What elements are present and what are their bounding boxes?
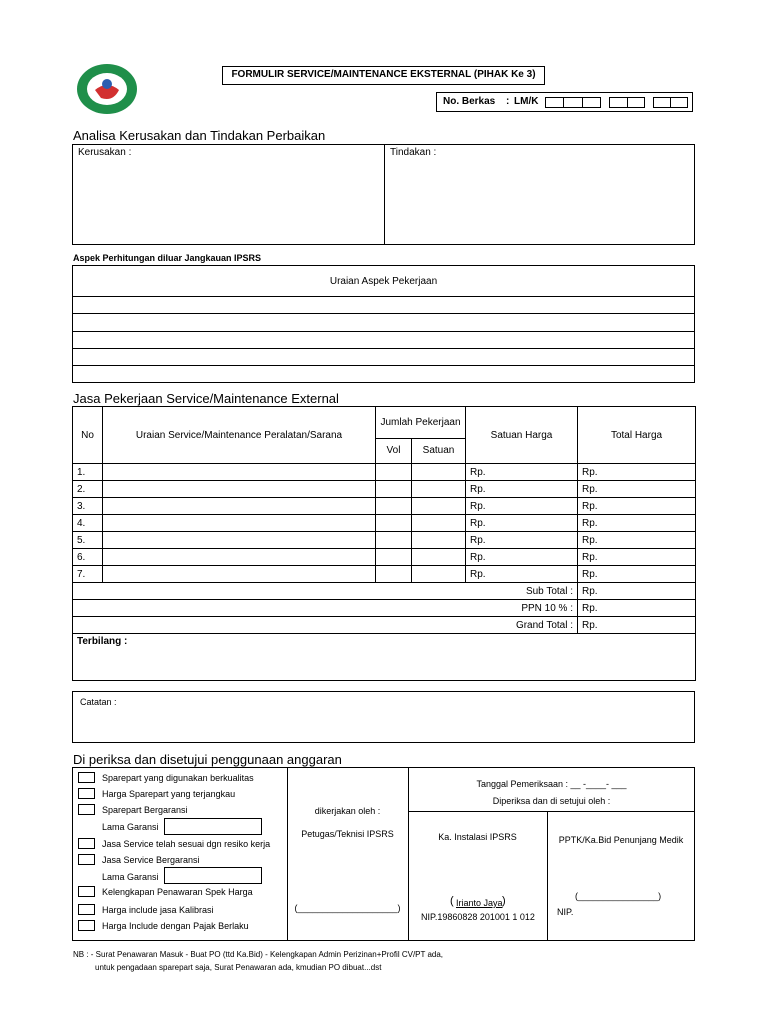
berkas-digit-box[interactable] xyxy=(545,97,601,108)
pptk-label: PPTK/Ka.Bid Penunjang Medik xyxy=(558,835,684,845)
ka-name-open: ( xyxy=(450,895,454,907)
berkas-label: No. Berkas xyxy=(443,96,496,107)
grand-total-value[interactable]: Rp. xyxy=(578,617,696,634)
berkas-code: LM/K xyxy=(514,96,539,107)
nb-line-1: NB : - Surat Penawaran Masuk - Buat PO (ttd Ka.Bid) - Kelengkapan Admin Perizinan+Profil CV/PT ada, xyxy=(73,950,444,959)
table-row[interactable]: 3. Rp. Rp. xyxy=(73,498,696,515)
checkbox[interactable] xyxy=(78,804,95,815)
tanggal-pemeriksaan[interactable]: Tanggal Pemeriksaan : __ -____- ___ xyxy=(476,779,627,789)
col-uraian: Uraian Service/Maintenance Peralatan/Sarana xyxy=(103,407,376,464)
ka-nip: NIP.19860828 201001 1 012 xyxy=(421,912,535,922)
checkbox[interactable] xyxy=(78,788,95,799)
checkbox[interactable] xyxy=(78,886,95,897)
petugas-label: Petugas/Teknisi IPSRS xyxy=(301,829,394,839)
checkbox[interactable] xyxy=(78,854,95,865)
dikerjakan-label: dikerjakan oleh : xyxy=(314,806,381,816)
checkbox[interactable] xyxy=(78,920,95,931)
col-harga: Satuan Harga xyxy=(466,407,578,464)
col-jumlah: Jumlah Pekerjaan xyxy=(376,407,466,439)
petugas-signature[interactable]: (____________________) xyxy=(294,903,401,913)
subtotal-value[interactable]: Rp. xyxy=(578,583,696,600)
ka-name: Irianto Jaya xyxy=(456,898,503,908)
aspek-header: Uraian Aspek Pekerjaan xyxy=(329,276,438,287)
berkas-colon: : xyxy=(506,96,510,107)
table-row[interactable]: 6. Rp. Rp. xyxy=(73,549,696,566)
grand-total-label: Grand Total : xyxy=(73,617,578,634)
analisa-title: Analisa Kerusakan dan Tindakan Perbaikan xyxy=(73,128,326,143)
persetujuan-title: Di periksa dan disetujui penggunaan anggaran xyxy=(73,752,342,767)
catatan-label: Catatan : xyxy=(80,697,117,707)
hospital-logo xyxy=(75,62,139,116)
table-row[interactable]: 4. Rp. Rp. xyxy=(73,515,696,532)
table-row[interactable]: 1. Rp. Rp. xyxy=(73,464,696,481)
diperiksa-label: Diperiksa dan di setujui oleh : xyxy=(492,796,611,806)
table-row[interactable]: 5. Rp. Rp. xyxy=(73,532,696,549)
pptk-nip: NIP. xyxy=(557,907,574,917)
subtotal-label: Sub Total : xyxy=(73,583,578,600)
terbilang-field[interactable]: Terbilang : xyxy=(73,634,696,681)
col-total: Total Harga xyxy=(578,407,696,464)
col-satuan: Satuan xyxy=(412,438,466,463)
lama-garansi-input[interactable] xyxy=(164,818,262,835)
catatan-box[interactable] xyxy=(72,691,695,743)
checkbox[interactable] xyxy=(78,904,95,915)
table-row[interactable]: 2. Rp. Rp. xyxy=(73,481,696,498)
ka-instalasi-label: Ka. Instalasi IPSRS xyxy=(438,832,517,842)
checkbox[interactable] xyxy=(78,838,95,849)
ka-name-close: ) xyxy=(502,895,506,907)
tindakan-label[interactable]: Tindakan : xyxy=(390,147,437,158)
ppn-value[interactable]: Rp. xyxy=(578,600,696,617)
col-no: No xyxy=(73,407,103,464)
pptk-signature[interactable]: (________________) xyxy=(575,891,662,901)
jasa-table xyxy=(72,406,696,681)
table-row[interactable]: 7. Rp. Rp. xyxy=(73,566,696,583)
form-title: FORMULIR SERVICE/MAINTENANCE EKSTERNAL (PIHAK Ke 3) xyxy=(231,69,536,80)
nb-line-2: untuk pengadaan sparepart saja, Surat Penawaran ada, kmudian PO dibuat...dst xyxy=(95,963,382,972)
col-vol: Vol xyxy=(376,438,412,463)
aspek-title: Aspek Perhitungan diluar Jangkauan IPSRS xyxy=(73,253,262,263)
lama-garansi-input[interactable] xyxy=(164,867,262,884)
kerusakan-label[interactable]: Kerusakan : xyxy=(78,147,132,158)
jasa-title: Jasa Pekerjaan Service/Maintenance External xyxy=(73,391,339,406)
checkbox[interactable] xyxy=(78,772,95,783)
ppn-label: PPN 10 % : xyxy=(73,600,578,617)
